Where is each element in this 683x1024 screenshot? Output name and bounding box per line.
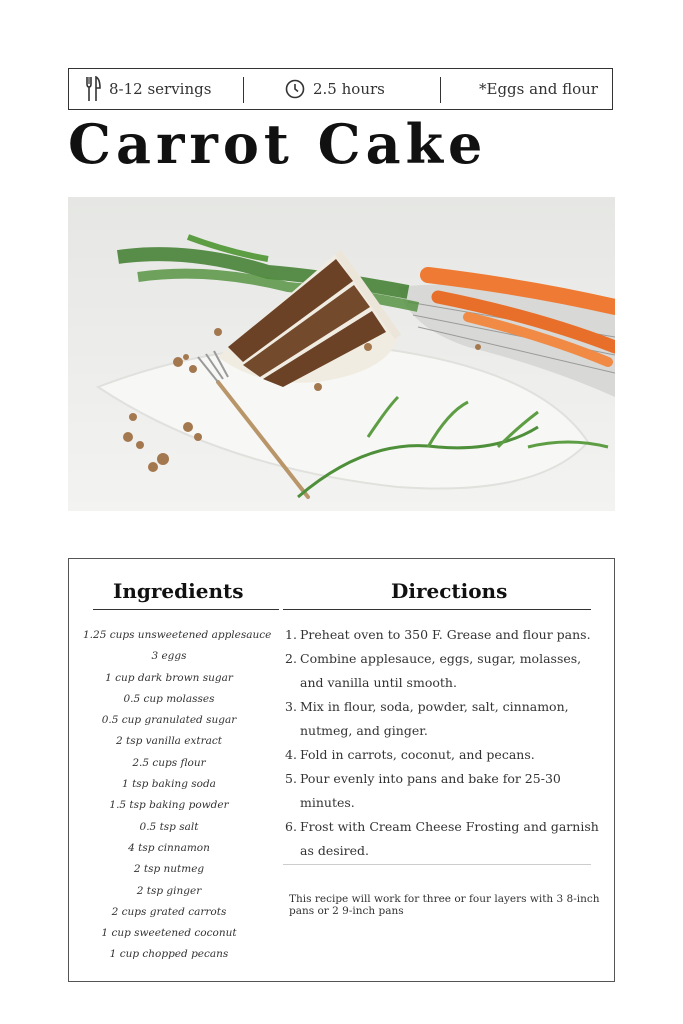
step-number: 4.: [285, 747, 297, 762]
ingredient-item: 1.25 cups unsweetened applesauce: [83, 629, 272, 641]
ingredient-item: 0.5 cup granulated sugar: [101, 714, 237, 727]
servings-info: [85, 69, 211, 109]
step-text: Pour evenly into pans and bake for 25-30 minutes.: [300, 771, 561, 810]
recipe-card: [68, 558, 615, 982]
step-text: Frost with Cream Cheese Frosting and garnish as desired.: [300, 819, 599, 858]
recipe-info-bar: [68, 68, 613, 110]
direction-step: [285, 815, 605, 863]
time-info: [285, 69, 385, 109]
cake-photo: [68, 197, 615, 511]
ingredient-item: 0.5 cup molasses: [123, 692, 215, 705]
step-text: Combine applesauce, eggs, sugar, molasses, and vanilla until smooth.: [300, 651, 582, 690]
step-text: Mix in flour, soda, powder, salt, cinnamon, nutmeg, and ginger.: [300, 699, 569, 738]
step-number: 1.: [285, 627, 297, 642]
servings-text: 8-12 servings: [109, 80, 212, 98]
ingredients-rule: [93, 609, 279, 610]
step-number: 3.: [285, 699, 297, 714]
ingredient-item: 1.5 tsp baking powder: [109, 799, 229, 812]
recipe-title: Carrot Cake: [68, 112, 488, 176]
ingredient-item: 0.5 tsp salt: [139, 820, 199, 833]
clock-icon: [285, 79, 305, 99]
info-divider: [243, 77, 244, 103]
ingredient-item: 2 tsp vanilla extract: [115, 735, 223, 748]
direction-step: [285, 647, 605, 695]
direction-step: [285, 743, 605, 767]
ingredient-item: 1 cup dark brown sugar: [105, 671, 233, 684]
directions-heading: Directions: [391, 579, 508, 603]
allergen-note: [479, 69, 598, 109]
step-text: Preheat oven to 350 F. Grease and flour pans.: [300, 627, 591, 642]
ingredient-item: 2 cups grated carrots: [111, 905, 227, 918]
ingredient-item: 4 tsp cinnamon: [128, 841, 210, 854]
ingredient-item: 1 cup chopped pecans: [109, 948, 229, 961]
info-divider: [440, 77, 441, 103]
note-divider: [283, 864, 591, 865]
directions-list: [285, 623, 605, 863]
allergen-note-text: *Eggs and flour: [479, 80, 598, 98]
fork-knife-icon: [85, 76, 101, 102]
step-number: 6.: [285, 819, 297, 834]
ingredient-item: 1 tsp baking soda: [122, 778, 216, 791]
direction-step: [285, 695, 605, 743]
time-text: 2.5 hours: [313, 80, 385, 98]
step-text: Fold in carrots, coconut, and pecans.: [300, 747, 535, 762]
ingredients-list: [83, 625, 272, 966]
ingredient-item: 1 cup sweetened coconut: [101, 927, 237, 940]
ingredients-heading: Ingredients: [113, 579, 244, 603]
recipe-note: This recipe will work for three or four layers with 3 8-inch pans or 2 9-inch pans: [289, 893, 600, 917]
step-number: 5.: [285, 771, 297, 786]
ingredient-item: 2.5 cups flour: [132, 756, 206, 769]
step-number: 2.: [285, 651, 297, 666]
directions-rule: [283, 609, 591, 610]
ingredient-item: 2 tsp nutmeg: [133, 863, 205, 876]
direction-step: [285, 767, 605, 815]
direction-step: [285, 623, 605, 647]
ingredient-item: 3 eggs: [151, 650, 187, 663]
ingredient-item: 2 tsp ginger: [136, 884, 202, 897]
